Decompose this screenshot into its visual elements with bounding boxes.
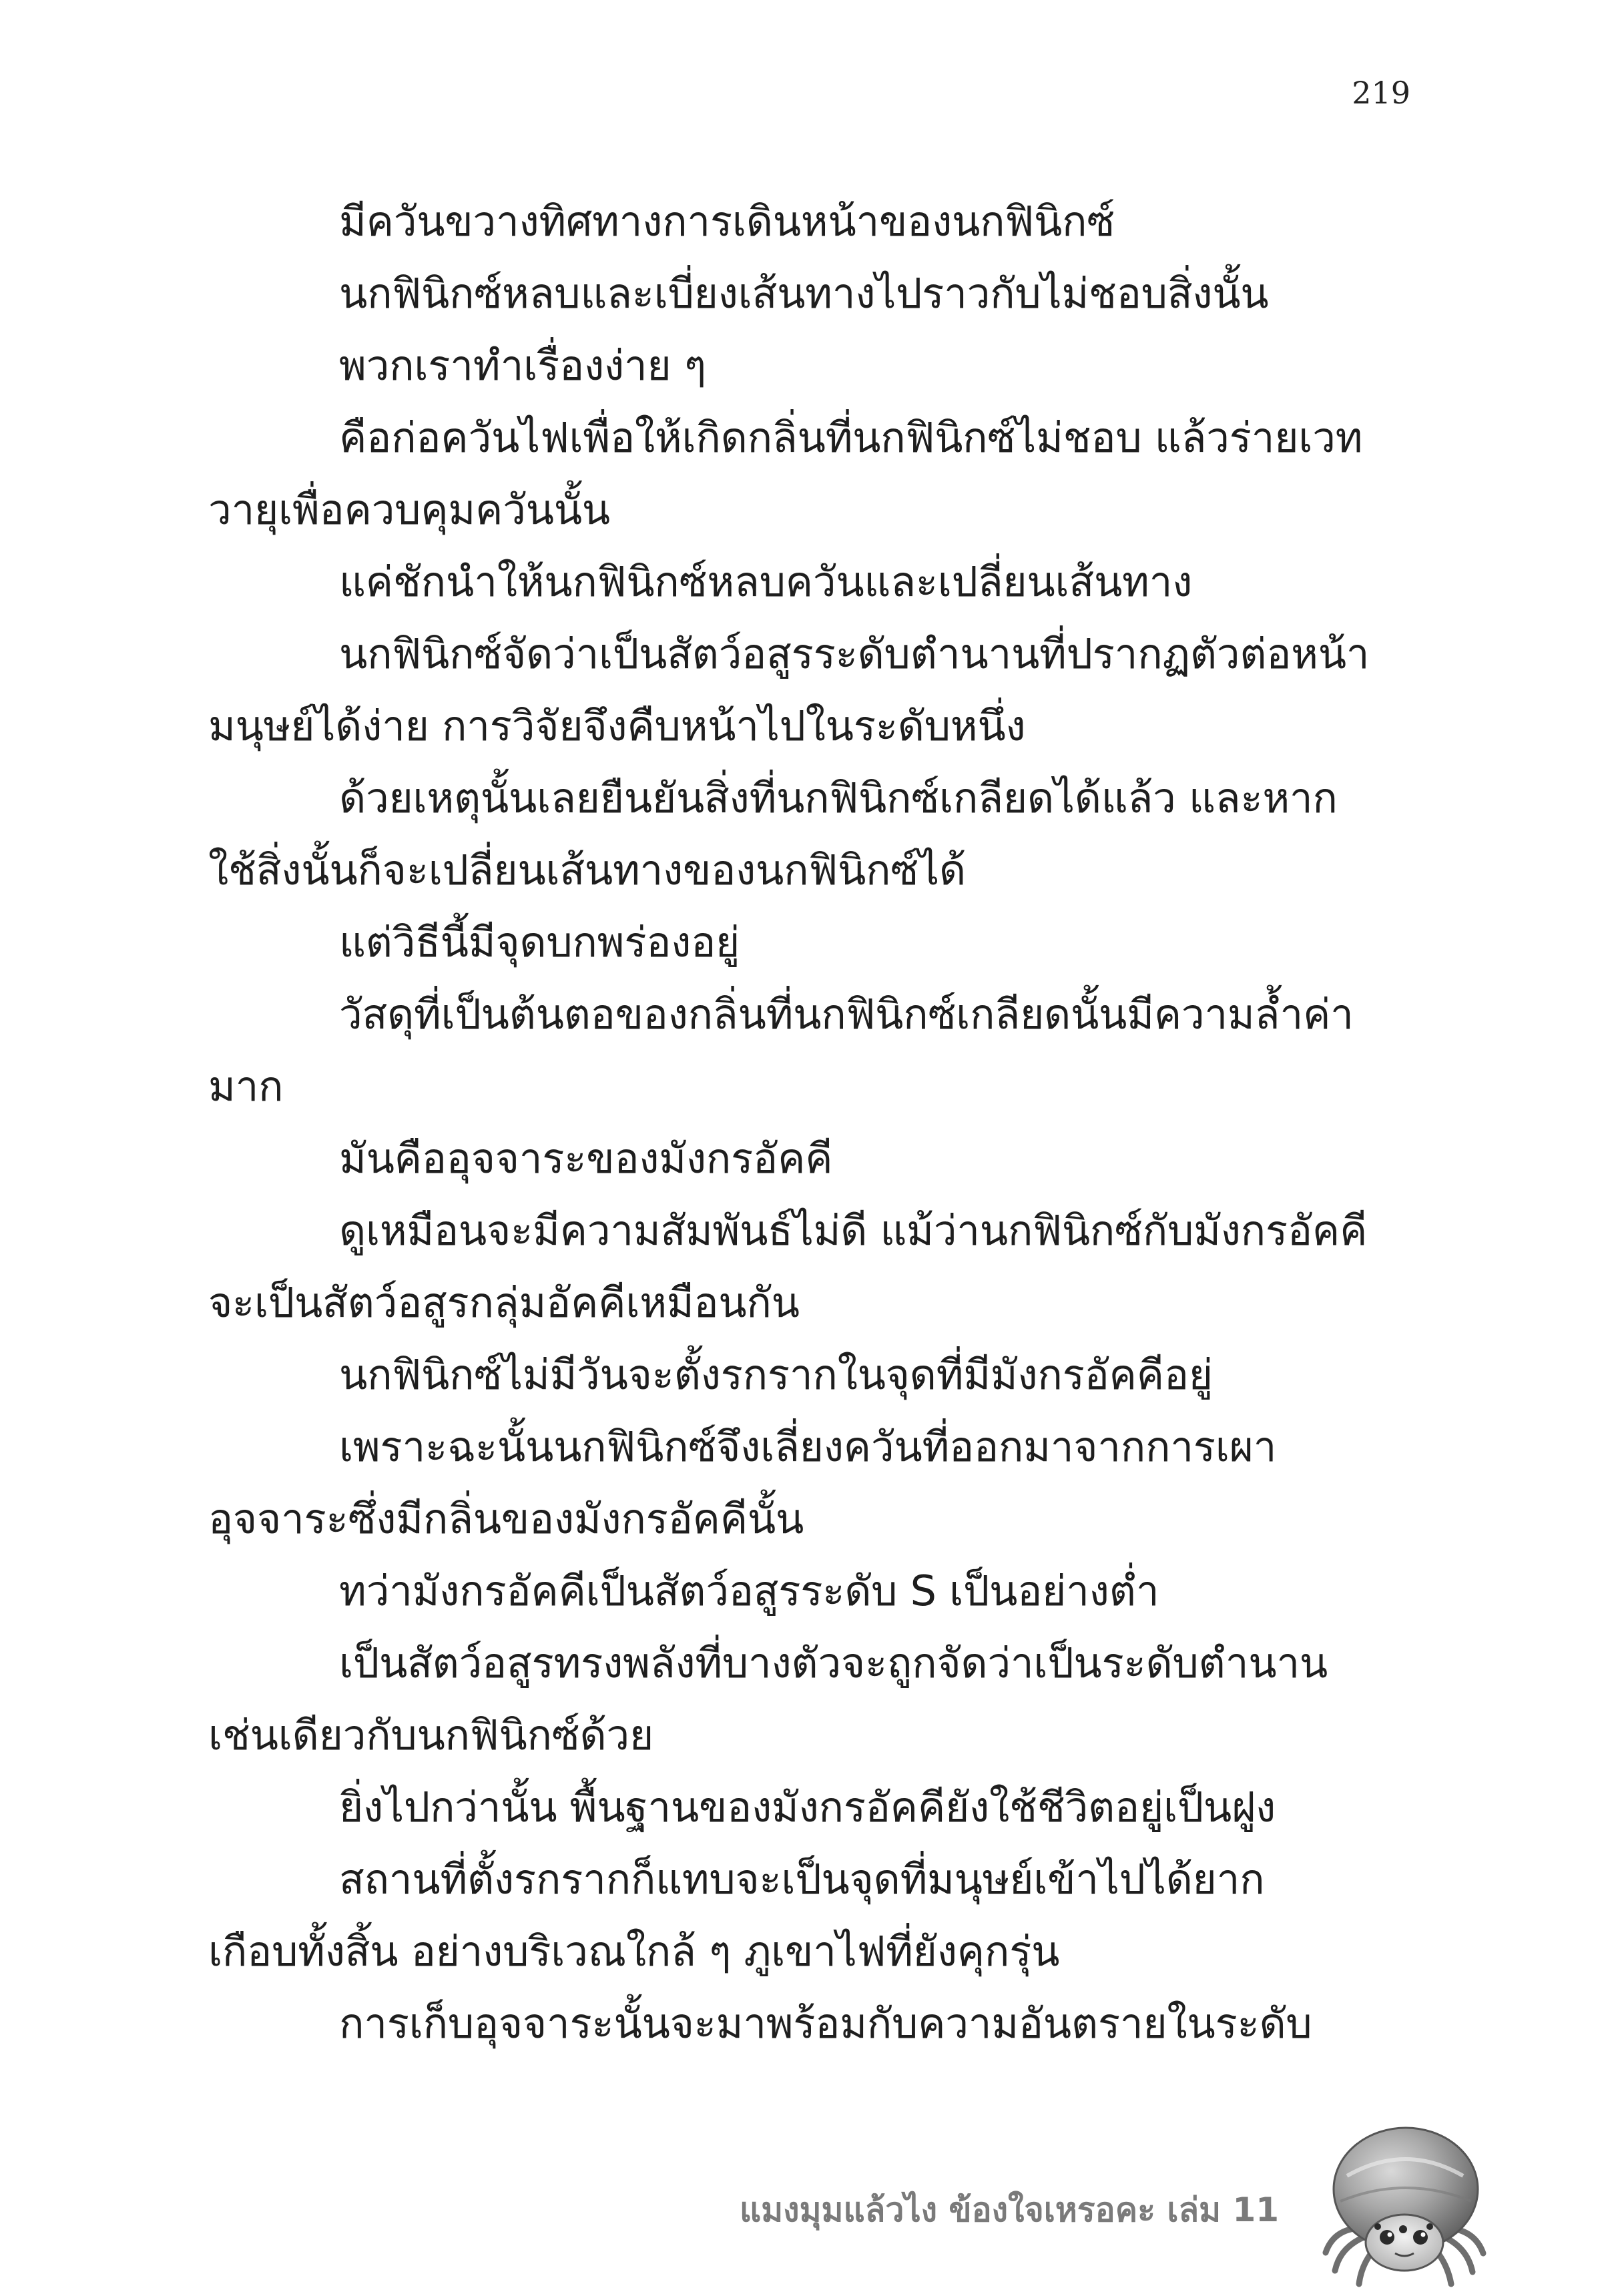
text-line: มนุษย์ได้ง่าย การวิจัยจึงคืบหน้าไปในระดับหนึ่ง <box>208 701 1026 750</box>
text-line: เป็นสัตว์อสูรทรงพลังที่บางตัวจะถูกจัดว่าเป็นระดับตำนาน <box>339 1639 1328 1687</box>
text-line: มันคืออุจจาระของมังกรอัคคี <box>339 1134 833 1183</box>
text-line: นกฟินิกซ์หลบและเบี่ยงเส้นทางไปราวกับไม่ชอบสิ่งนั้น <box>339 269 1269 318</box>
text-line: แต่วิธีนี้มีจุดบกพร่องอยู่ <box>339 918 740 966</box>
page-number: 219 <box>1352 75 1410 111</box>
text-line: แค่ชักนำให้นกฟินิกซ์หลบควันและเปลี่ยนเส้นทาง <box>339 557 1193 606</box>
text-line: วัสดุที่เป็นต้นตอของกลิ่นที่นกฟินิกซ์เกลียดนั้นมีความล้ำค่า <box>339 990 1354 1039</box>
footer-book-title: แมงมุมแล้วไง ข้องใจเหรอคะ เล่ม 11 <box>740 2191 1280 2229</box>
text-line: อุจจาระซึ่งมีกลิ่นของมังกรอัคคีนั้น <box>208 1494 804 1543</box>
text-line: การเก็บอุจจาระนั้นจะมาพร้อมกับความอันตรายในระดับ <box>339 1999 1312 2048</box>
text-line: นกฟินิกซ์จัดว่าเป็นสัตว์อสูรระดับตำนานที่ปรากฏตัวต่อหน้า <box>339 629 1370 678</box>
text-line: ยิ่งไปกว่านั้น พื้นฐานของมังกรอัคคียังใช้ชีวิตอยู่เป็นฝูง <box>339 1783 1276 1831</box>
text-line: พวกเราทำเรื่องง่าย ๆ <box>339 341 706 390</box>
text-line: วายุเพื่อควบคุมควันนั้น <box>208 485 610 534</box>
spider-mascot-icon <box>1320 2116 1487 2292</box>
text-line: เช่นเดียวกับนกฟินิกซ์ด้วย <box>208 1711 653 1759</box>
body-text <box>208 186 1410 2060</box>
text-line: ใช้สิ่งนั้นก็จะเปลี่ยนเส้นทางของนกฟินิกซ์ได้ <box>208 846 966 894</box>
text-line: มาก <box>208 1062 284 1111</box>
text-line: มีควันขวางทิศทางการเดินหน้าของนกฟินิกซ์ <box>339 197 1115 246</box>
text-line: คือก่อควันไฟเพื่อให้เกิดกลิ่นที่นกฟินิกซ์ไม่ชอบ แล้วร่ายเวท <box>339 413 1363 462</box>
text-line: ดูเหมือนจะมีความสัมพันธ์ไม่ดี แม้ว่านกฟินิกซ์กับมังกรอัคคี <box>339 1206 1368 1255</box>
text-line: เพราะฉะนั้นนกฟินิกซ์จึงเลี่ยงควันที่ออกมาจากการเผา <box>339 1422 1277 1471</box>
text-line: สถานที่ตั้งรกรากก็แทบจะเป็นจุดที่มนุษย์เข้าไปได้ยาก <box>339 1855 1265 1904</box>
text-line: เกือบทั้งสิ้น อย่างบริเวณใกล้ ๆ ภูเขาไฟที่ยังคุกรุ่น <box>208 1927 1060 1976</box>
text-line: ทว่ามังกรอัคคีเป็นสัตว์อสูรระดับ S เป็นอย่างต่ำ <box>339 1566 1159 1615</box>
text-line: นกฟินิกซ์ไม่มีวันจะตั้งรกรากในจุดที่มีมังกรอัคคีอยู่ <box>339 1350 1213 1399</box>
text-line: จะเป็นสัตว์อสูรกลุ่มอัคคีเหมือนกัน <box>208 1278 800 1327</box>
text-line: ด้วยเหตุนั้นเลยยืนยันสิ่งที่นกฟินิกซ์เกลียดได้แล้ว และหาก <box>339 774 1338 822</box>
